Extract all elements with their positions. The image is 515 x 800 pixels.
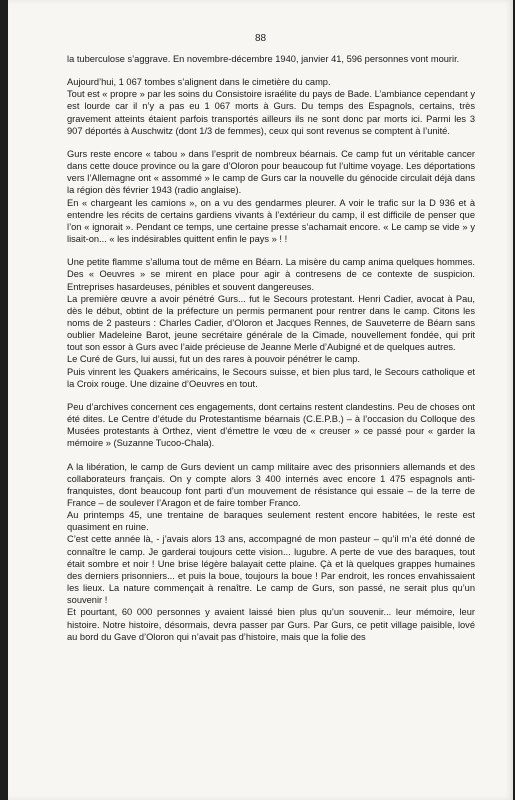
document-page	[8, 0, 513, 800]
paragraph: la tuberculose s’aggrave. En novembre-décembre 1940, janvier 41, 596 personnes vont mourir.	[67, 54, 460, 64]
body-text	[67, 53, 475, 643]
paragraph: Peu d’archives concernent ces engagements, dont certains restent clandestins. Peu de choses ont été dites. Le Centre d’étude du Protestantisme béarnais (C.E.P.B.) – à l’occasion du Colloque des Musées protestants à Orthez, vient d’émettre le vœu de « creuser » ce passé pour « garder la mémoire » (Suzanne Tucoo-Chala).	[67, 401, 475, 449]
paragraph: Gurs reste encore « tabou » dans l’esprit de nombreux béarnais. Ce camp fut un véritable cancer dans cette douce province ou la gare d’Oloron pour beaucoup fut l’ultime voyage. Les déportations vers l’Allemagne ont « assommé » le camp de Gurs car la nouvelle du génocide circulait déjà dans la région dès février 1943 (radio anglaise). En « chargeant les camions », on a vu des gendarmes pleurer. A voir le trafic sur la D 936 et à entendre les récits de certains gardiens vivants à l’extérieur du camp, il est difficile de penser que l’on « ignorait ». Pendant ce temps, une certaine presse s’acharnait encore. « Le camp se vide » y lisait-on... « les indésirables quittent enfin le pays » ! !	[67, 148, 475, 245]
paragraph: Une petite flamme s’alluma tout de même en Béarn. La misère du camp anima quelques hommes. Des « Oeuvres » se mirent en place pour agir à contresens de ce contexte de suspicion. Entreprises hasardeuses, pénibles et souvent dangereuses. La première œuvre a avoir pénétré Gurs... fut le Secours protestant. Henri Cadier, avocat à Pau, dès le début, obtint de la préfecture un permis permanent pour rentrer dans le camp. Citons les noms de 2 pasteurs : Charles Cadier, d’Oloron et Jacques Rennes, de Sauveterre de Béarn sans oublier Madeleine Barot, jeune secrétaire générale de la Cimade, nouvellement fondée, qui prit tout son essor à Gurs avec l’aide précieuse de Jeanne Merle d’Aubigné et de quelques autres. Le Curé de Gurs, lui aussi, fut un des rares à pouvoir pénétrer le camp. Puis vinrent les Quakers américains, le Secours suisse, et bien plus tard, le Secours catholique et la Croix rouge. Une dizaine d’Oeuvres en tout.	[67, 257, 475, 389]
paragraph: A la libération, le camp de Gurs devient un camp militaire avec des prisonniers allemands et des collaborateurs français. On y compte alors 3 400 internés avec encore 1 475 espagnols anti-franquistes, dont beaucoup font parti d’un mouvement de résistance qui essaie – de la terre de France – de soulever l’Aragon et de faire tomber Franco. Au printemps 45, une trentaine de baraques seulement restent encore habitées, le reste est quasiment en ruine. C’est cette année là, - j’avais alors 13 ans, accompagné de mon pasteur – qu’il m’a été donné de connaître le camp. Je garderai toujours cette vision... lugubre. A perte de vue des baraques, tout était sombre et noir ! Une brise légère balayait cette plaine. Çà et là quelques grappes humaines des derniers prisonniers... et puis la boue, toujours la boue ! Par endroit, les ronces envahissaient les lieux. La nature commençait à renaître. Le camp de Gurs, son passé, ne serait plus qu’un souvenir ! Et pourtant, 60 000 personnes y avaient laissé bien plus qu’un souvenir... leur mémoire, leur histoire. Notre histoire, désormais, devra passer par Gurs. Par Gurs, ce petit village paisible, lové au bord du Gave d’Oloron qui n’avait pas d’histoire, mais que la folie des	[67, 461, 475, 642]
page-number: 88	[254, 33, 267, 44]
paragraph: Aujourd’hui, 1 067 tombes s’alignent dans le cimetière du camp. Tout est « propre » par les soins du Consistoire israélite du pays de Bade. L’ambiance cependant y est lourde car il n’y a pas eu 1 067 morts à Gurs. Du temps des Espagnols, certains, très gravement atteints étaient parfois transportés ailleurs ils ne sont donc par morts ici. Parmi les 3 907 déportés à Auschwitz (dont 1/3 de femmes), ceux qui sont revenus se comptent à l’unité.	[67, 77, 475, 136]
